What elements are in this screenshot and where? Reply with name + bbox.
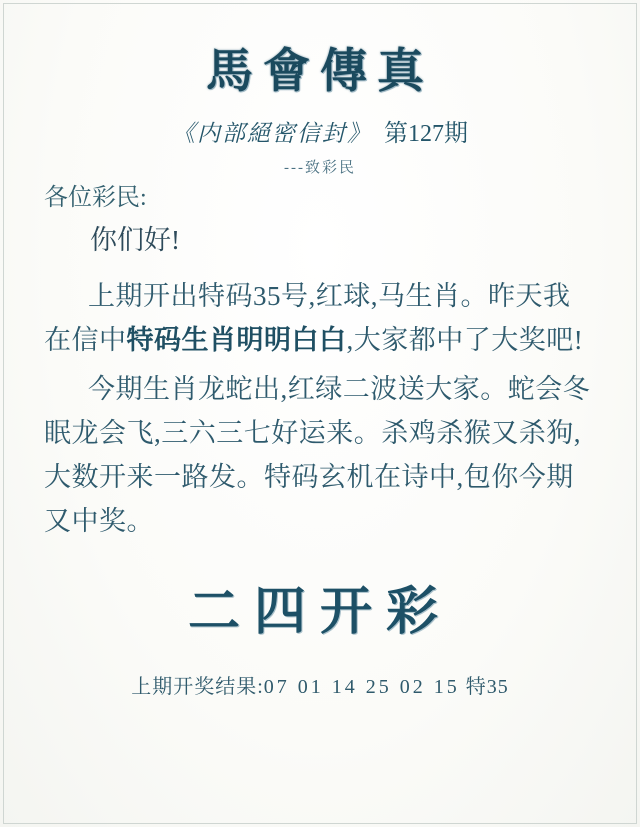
paragraph-one-part-b: ,大家都中了大奖吧! <box>346 324 584 355</box>
page-title: 馬會傳真 <box>206 46 434 98</box>
paragraph-one-emphasis: 特码生肖明明白白 <box>126 324 347 355</box>
issue-number: 第127期 <box>384 121 468 147</box>
result-label: 上期开奖结果: <box>131 676 264 699</box>
headline-slogan: 二四开彩 <box>187 584 452 642</box>
paragraph-one-part-a: 上期开出特码35号,红球,马生肖。昨天我在信中 <box>44 281 571 355</box>
greeting: 你们好! <box>90 225 180 255</box>
to-readers-note: ---致彩民 <box>284 160 356 176</box>
paragraph-two: 今期生肖龙蛇出,红绿二波送大家。蛇会冬眠龙会飞,三六三七好运来。杀鸡杀猴又杀狗,大数开来一路发。特码玄机在诗中,包你今期又中奖。 <box>44 374 591 536</box>
result-numbers: 07 01 14 25 02 15 <box>263 676 460 699</box>
salutation: 各位彩民: <box>44 185 147 211</box>
previous-draw-result <box>0 670 640 699</box>
subtitle-row <box>0 113 640 148</box>
secret-seal-label: 《内部絕密信封》 <box>172 121 372 146</box>
result-special-number: 特35 <box>465 676 509 699</box>
letter-body <box>44 275 596 543</box>
paragraph-one <box>44 275 596 362</box>
